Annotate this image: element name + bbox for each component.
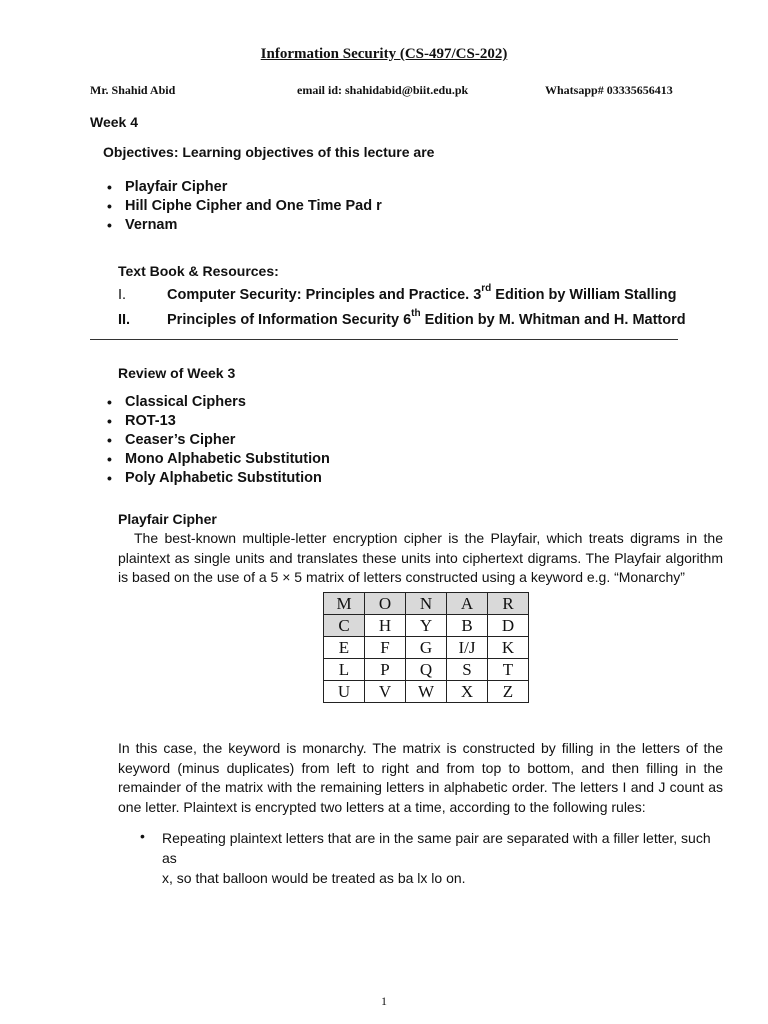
matrix-cell: E: [324, 637, 365, 659]
page-number: 1: [381, 994, 387, 1008]
matrix-cell: C: [324, 615, 365, 637]
reference-number: I.: [118, 287, 127, 303]
list-item: • Poly Alphabetic Substitution: [103, 469, 330, 488]
instructor-name: Mr. Shahid Abid: [90, 83, 176, 97]
horizontal-divider: [90, 339, 678, 340]
matrix-cell: V: [365, 681, 406, 703]
matrix-cell: F: [365, 637, 406, 659]
reference-1: I. Computer Security: Principles and Practice. 3rd Edition by William Stalling: [118, 283, 677, 303]
matrix-cell: R: [488, 593, 529, 615]
matrix-cell: Z: [488, 681, 529, 703]
list-item: • Classical Ciphers: [103, 393, 330, 412]
playfair-explanation: In this case, the keyword is monarchy. The matrix is constructed by filling in the letters of the keyword (minus duplicates) from left to right and from top to bottom, and then filling in the remainder of the matrix with the remaining letters in alphabetic order. The letters I and J count as one letter. Plaintext is encrypted two letters at a time, according to the following rules:: [118, 740, 723, 815]
objectives-heading: Objectives: Learning objectives of this lecture are: [103, 144, 435, 160]
matrix-cell: I/J: [447, 637, 488, 659]
objectives-list: [103, 178, 382, 235]
instructor-email: email id: shahidabid@biit.edu.pk: [297, 83, 469, 97]
resources-heading: Text Book & Resources:: [118, 263, 279, 279]
rule-line: Repeating plaintext letters that are in the same pair are separated with a filler letter, such as: [162, 830, 711, 866]
instructor-whatsapp: Whatsapp# 03335656413: [545, 83, 673, 97]
list-item: • Hill Ciphe Cipher and One Time Pad r: [103, 197, 382, 216]
list-item: • Mono Alphabetic Substitution: [103, 450, 330, 469]
review-list: [103, 393, 330, 488]
matrix-cell: Q: [406, 659, 447, 681]
matrix-cell: N: [406, 593, 447, 615]
playfair-matrix: [323, 592, 529, 703]
matrix-cell: K: [488, 637, 529, 659]
matrix-cell: P: [365, 659, 406, 681]
playfair-heading: Playfair Cipher: [118, 511, 217, 527]
document-title: Information Security (CS-497/CS-202): [260, 46, 508, 62]
list-item: • Vernam: [103, 216, 382, 235]
matrix-cell: U: [324, 681, 365, 703]
list-item: • Playfair Cipher: [103, 178, 382, 197]
playfair-rule-1: [162, 828, 722, 888]
matrix-cell: B: [447, 615, 488, 637]
review-heading: Review of Week 3: [118, 365, 236, 381]
list-item: • ROT-13: [103, 412, 330, 431]
matrix-cell: T: [488, 659, 529, 681]
matrix-cell: G: [406, 637, 447, 659]
matrix-cell: S: [447, 659, 488, 681]
matrix-cell: A: [447, 593, 488, 615]
matrix-cell: L: [324, 659, 365, 681]
week-label: Week 4: [90, 114, 138, 130]
matrix-cell: Y: [406, 615, 447, 637]
matrix-cell: M: [324, 593, 365, 615]
matrix-cell: X: [447, 681, 488, 703]
list-item: • Ceaser’s Cipher: [103, 431, 330, 450]
matrix-cell: W: [406, 681, 447, 703]
reference-2: II. Principles of Information Security 6th Edition by M. Whitman and H. Mattord: [118, 308, 686, 328]
playfair-intro: The best-known multiple-letter encryption cipher is the Playfair, which treats digrams in the plaintext as single units and translates these units into ciphertext digrams. The Playfair algorithm is based on the use of a 5 × 5 matrix of letters constructed using a keyword e.g. “Monarchy”: [118, 530, 723, 585]
matrix-cell: D: [488, 615, 529, 637]
bullet-icon: •: [140, 828, 145, 844]
matrix-cell: H: [365, 615, 406, 637]
reference-number: II.: [118, 312, 131, 328]
rule-line: x, so that balloon would be treated as ba lx lo on.: [162, 870, 466, 886]
matrix-cell: O: [365, 593, 406, 615]
